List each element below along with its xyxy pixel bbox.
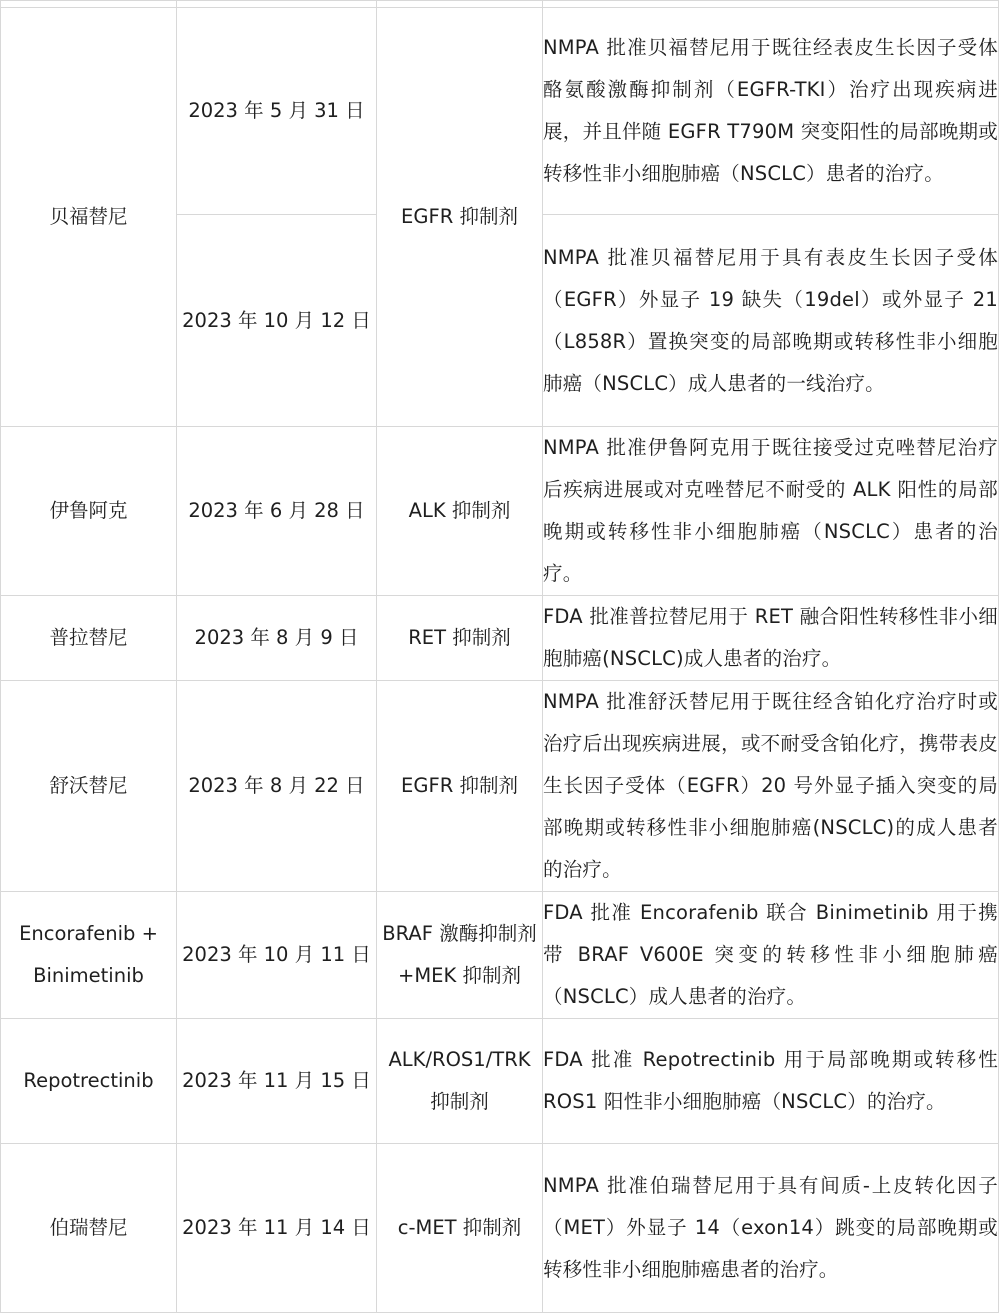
- table-row: [1, 1144, 999, 1313]
- approval-description-cell: FDA 批准 Encorafenib 联合 Binimetinib 用于携带 BRAF V600E 突变的转移性非小细胞肺癌（NSCLC）成人患者的治疗。: [543, 892, 999, 1019]
- table-row: [1, 892, 999, 1019]
- drug-category-cell: ALK/ROS1/TRK 抑制剂: [377, 1019, 543, 1144]
- drug-name-cell: 普拉替尼: [1, 596, 177, 681]
- drug-category-cell: EGFR 抑制剂: [377, 681, 543, 892]
- approval-date-cell: 2023 年 11 月 15 日: [177, 1019, 377, 1144]
- drug-category-cell: BRAF 激酶抑制剂+MEK 抑制剂: [377, 892, 543, 1019]
- table-row: [1, 596, 999, 681]
- approval-date-cell: 2023 年 10 月 11 日: [177, 892, 377, 1019]
- approval-description-cell: NMPA 批准贝福替尼用于具有表皮生长因子受体（EGFR）外显子 19 缺失（19del）或外显子 21（L858R）置换突变的局部晚期或转移性非小细胞肺癌（NSCLC）成人患者的一线治疗。: [543, 215, 999, 427]
- drug-name-cell: 伊鲁阿克: [1, 427, 177, 596]
- table-top-stub: [1, 1, 999, 8]
- approval-date-cell: 2023 年 5 月 31 日: [177, 8, 377, 215]
- drug-category-cell: ALK 抑制剂: [377, 427, 543, 596]
- approval-description-cell: FDA 批准 Repotrectinib 用于局部晚期或转移性 ROS1 阳性非小细胞肺癌（NSCLC）的治疗。: [543, 1019, 999, 1144]
- approval-date-cell: 2023 年 10 月 12 日: [177, 215, 377, 427]
- approval-date-cell: 2023 年 11 月 14 日: [177, 1144, 377, 1313]
- approval-description-cell: NMPA 批准贝福替尼用于既往经表皮生长因子受体酪氨酸激酶抑制剂（EGFR-TKI）治疗出现疾病进展，并且伴随 EGFR T790M 突变阳性的局部晚期或转移性非小细胞肺癌（NSCLC）患者的治疗。: [543, 8, 999, 215]
- approval-date-cell: 2023 年 6 月 28 日: [177, 427, 377, 596]
- approval-description-cell: FDA 批准普拉替尼用于 RET 融合阳性转移性非小细胞肺癌(NSCLC)成人患者的治疗。: [543, 596, 999, 681]
- table-row: [1, 427, 999, 596]
- drug-name-cell: Encorafenib + Binimetinib: [1, 892, 177, 1019]
- drug-name-cell: 舒沃替尼: [1, 681, 177, 892]
- drug-category-cell: c-MET 抑制剂: [377, 1144, 543, 1313]
- approval-description-cell: NMPA 批准伯瑞替尼用于具有间质-上皮转化因子（MET）外显子 14（exon14）跳变的局部晚期或转移性非小细胞肺癌患者的治疗。: [543, 1144, 999, 1313]
- table-row: [1, 8, 999, 215]
- drug-category-cell: EGFR 抑制剂: [377, 8, 543, 427]
- drug-name-cell: 贝福替尼: [1, 8, 177, 427]
- drug-category-cell: RET 抑制剂: [377, 596, 543, 681]
- approval-date-cell: 2023 年 8 月 22 日: [177, 681, 377, 892]
- table-row: [1, 1019, 999, 1144]
- approval-date-cell: 2023 年 8 月 9 日: [177, 596, 377, 681]
- approval-description-cell: NMPA 批准伊鲁阿克用于既往接受过克唑替尼治疗后疾病进展或对克唑替尼不耐受的 ALK 阳性的局部晚期或转移性非小细胞肺癌（NSCLC）患者的治疗。: [543, 427, 999, 596]
- approval-description-cell: NMPA 批准舒沃替尼用于既往经含铂化疗治疗时或治疗后出现疾病进展，或不耐受含铂化疗，携带表皮生长因子受体（EGFR）20 号外显子插入突变的局部晚期或转移性非小细胞肺癌(NSCLC)的成人患者的治疗。: [543, 681, 999, 892]
- drug-name-cell: Repotrectinib: [1, 1019, 177, 1144]
- drug-name-cell: 伯瑞替尼: [1, 1144, 177, 1313]
- table-row: [1, 681, 999, 892]
